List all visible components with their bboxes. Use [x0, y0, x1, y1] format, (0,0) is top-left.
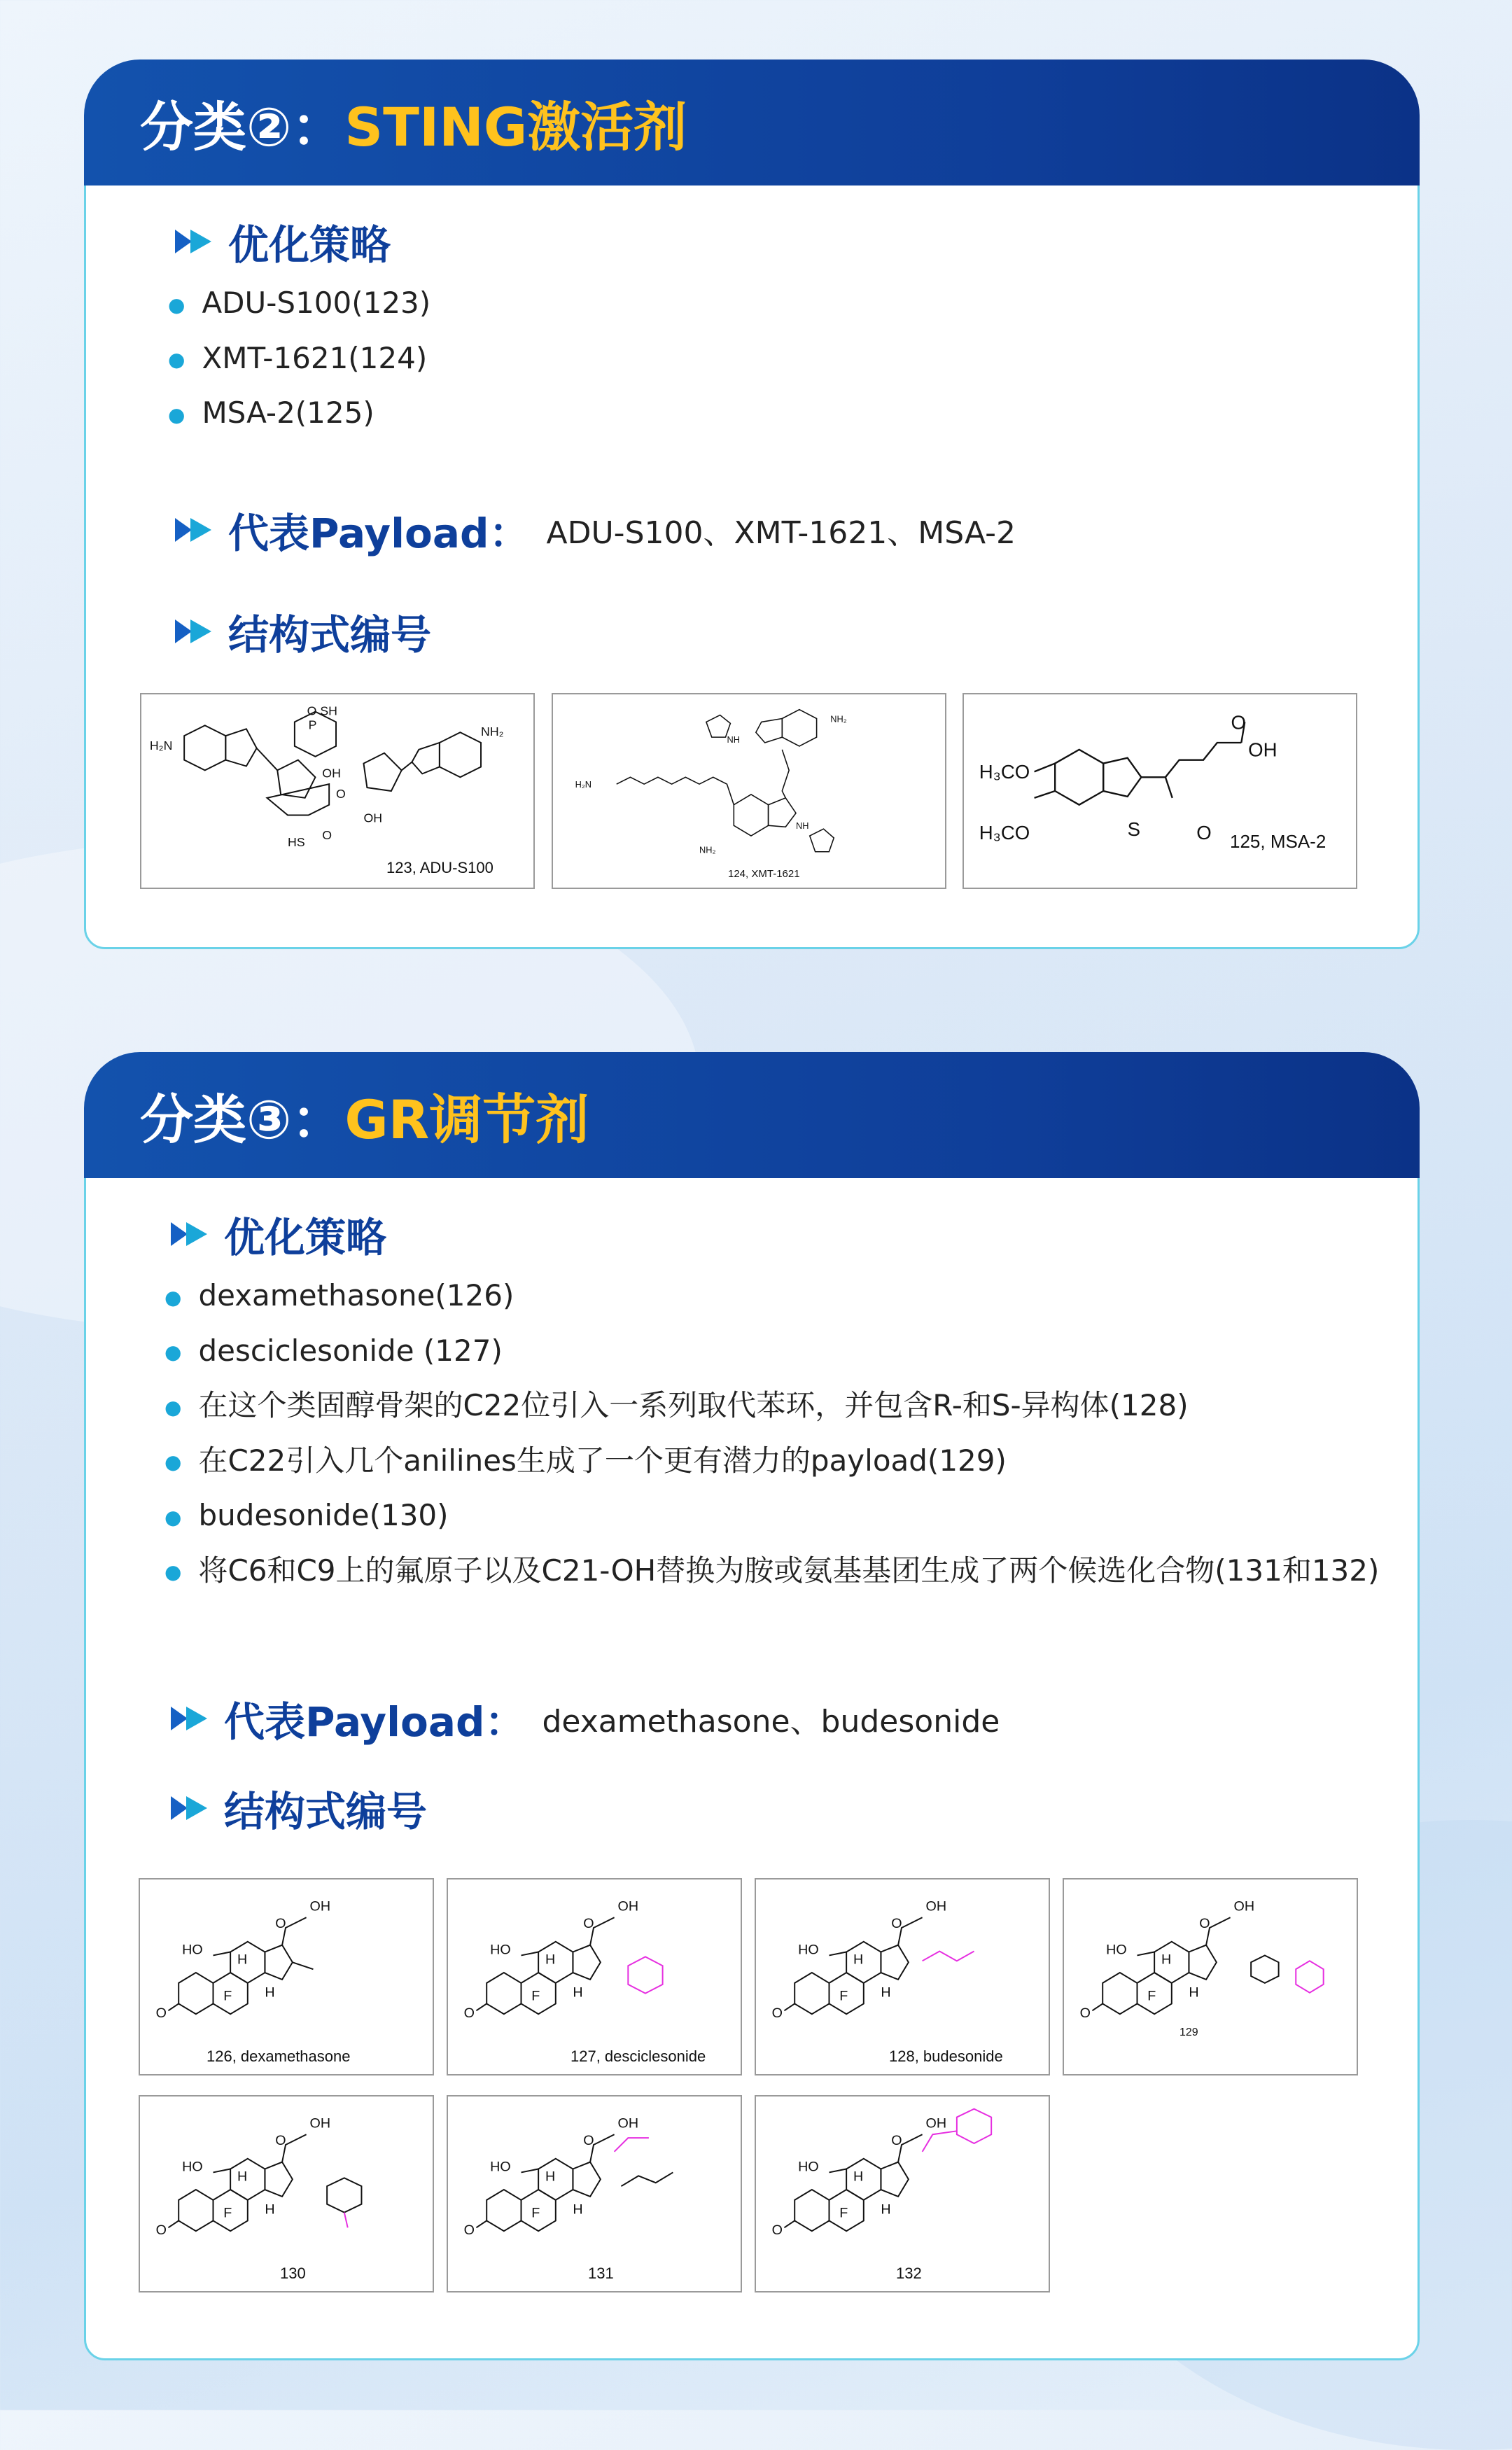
svg-text:OH: OH: [617, 2115, 639, 2132]
strategy-heading: [174, 212, 391, 271]
svg-text:OH: OH: [309, 2115, 331, 2132]
list-item: ● ADU-S100(123): [168, 286, 431, 320]
svg-text:F: F: [531, 1988, 540, 2004]
double-arrow-icon: [174, 228, 213, 255]
payload-value: ADU-S100、XMT-1621、MSA-2: [546, 515, 1016, 551]
double-arrow-icon: [169, 1795, 209, 1821]
svg-text:H: H: [1189, 1984, 1199, 2001]
svg-text:H: H: [545, 1952, 556, 1968]
svg-text:O SH: O SH: [307, 704, 337, 718]
structure-caption: 123, ADU-S100: [386, 859, 493, 876]
structure-caption: 124, XMT-1621: [728, 868, 800, 880]
section-title-prefix: 分类②：: [140, 95, 345, 158]
list-item: ● 在C22引入几个anilines生成了一个更有潜力的payload(129): [164, 1443, 1007, 1478]
svg-text:O: O: [155, 2005, 167, 2022]
structure-box-131: [447, 2095, 742, 2292]
svg-text:O: O: [336, 786, 346, 801]
svg-text:O: O: [155, 2222, 167, 2239]
svg-text:HO: HO: [798, 1942, 819, 1958]
svg-text:OH: OH: [1248, 738, 1278, 761]
svg-text:H₃CO: H₃CO: [979, 761, 1030, 783]
bullet-dot-icon: ●: [164, 1285, 182, 1309]
payload-heading-label: 代表Payload：: [228, 510, 530, 557]
payload-heading-label: 代表Payload：: [224, 1698, 526, 1746]
svg-text:F: F: [839, 2205, 848, 2221]
svg-text:NH₂: NH₂: [830, 713, 847, 724]
svg-text:O: O: [463, 2005, 475, 2022]
payload-heading: [169, 1689, 1000, 1748]
section-title-highlight: STING激活剂: [344, 95, 687, 158]
structure-box-127: [447, 1878, 742, 2076]
structure-box-125: [962, 693, 1357, 889]
structure-caption: 129: [1180, 2026, 1198, 2038]
molecule-drawing: [448, 1879, 741, 2074]
svg-text:F: F: [839, 1988, 848, 2004]
double-arrow-icon: [169, 1705, 209, 1732]
svg-text:OH: OH: [617, 1898, 639, 1914]
bullet-dot-icon: ●: [164, 1395, 182, 1419]
svg-text:O: O: [1079, 2005, 1091, 2022]
molecule-drawing: [448, 2096, 741, 2291]
svg-text:O: O: [771, 2222, 783, 2239]
svg-text:O: O: [891, 2133, 902, 2149]
svg-text:H: H: [237, 2169, 248, 2185]
svg-text:OH: OH: [363, 811, 383, 825]
svg-text:F: F: [223, 2205, 232, 2221]
structure-box-128: [755, 1878, 1050, 2076]
svg-text:H: H: [265, 1984, 275, 2001]
svg-text:O: O: [891, 1916, 902, 1932]
svg-text:OH: OH: [322, 766, 341, 780]
svg-text:O: O: [322, 828, 332, 842]
list-item: ● 在这个类固醇骨架的C22位引入一系列取代苯环，并包含R-和S-异构体(128): [164, 1388, 1189, 1422]
double-arrow-icon: [174, 517, 213, 543]
structure-box-123: [140, 693, 535, 889]
svg-text:H₂N: H₂N: [149, 738, 173, 752]
list-item: ● desciclesonide (127): [164, 1333, 503, 1368]
svg-text:S: S: [1127, 818, 1141, 841]
strategy-heading-label: 优化策略: [224, 1214, 387, 1261]
svg-text:O: O: [1199, 1916, 1210, 1932]
section-banner: [84, 59, 1420, 186]
strategy-heading: [169, 1205, 386, 1264]
svg-text:O: O: [275, 1916, 286, 1932]
svg-text:F: F: [223, 1988, 232, 2004]
bullet-dot-icon: ●: [164, 1340, 182, 1364]
svg-text:H: H: [881, 1984, 891, 2001]
svg-text:O: O: [1231, 711, 1246, 734]
svg-text:H: H: [237, 1952, 248, 1968]
svg-text:HO: HO: [182, 2159, 203, 2175]
svg-text:NH₂: NH₂: [481, 724, 504, 739]
svg-text:O: O: [275, 2133, 286, 2149]
svg-text:HO: HO: [798, 2159, 819, 2175]
structure-caption: 128, budesonide: [889, 2047, 1003, 2065]
svg-text:HS: HS: [288, 834, 305, 849]
svg-text:H: H: [265, 2202, 275, 2218]
structure-box-126: [139, 1878, 434, 2076]
svg-text:H: H: [545, 2169, 556, 2185]
structure-caption: 125, MSA-2: [1230, 831, 1326, 852]
payload-heading: [174, 500, 1016, 559]
svg-text:H: H: [881, 2202, 891, 2218]
section-banner: [84, 1052, 1420, 1178]
section-gr-modulators: [84, 1052, 1420, 2360]
svg-text:H: H: [853, 2169, 864, 2185]
svg-text:H₃CO: H₃CO: [979, 822, 1030, 844]
structure-box-129: [1063, 1878, 1358, 2076]
svg-text:H: H: [1161, 1952, 1172, 1968]
list-item: ● 将C6和C9上的氟原子以及C21-OH替换为胺或氨基基团生成了两个候选化合物(131和132): [164, 1553, 1380, 1588]
structure-box-124: [552, 693, 946, 889]
bullet-dot-icon: ●: [168, 293, 186, 316]
structure-box-132: [755, 2095, 1050, 2292]
svg-text:HO: HO: [490, 1942, 511, 1958]
svg-text:NH: NH: [796, 820, 809, 832]
section-title-highlight: GR调节剂: [344, 1088, 589, 1151]
bullet-dot-icon: ●: [164, 1560, 182, 1583]
molecule-drawing: [756, 1879, 1049, 2074]
svg-text:OH: OH: [925, 2115, 947, 2132]
strategy-list: [164, 1269, 1396, 1599]
structure-caption: 131: [588, 2264, 614, 2282]
svg-text:O: O: [583, 1916, 594, 1932]
structure-heading-label: 结构式编号: [228, 611, 432, 659]
molecule-drawing: [964, 694, 1356, 888]
list-item: ● dexamethasone(126): [164, 1278, 514, 1312]
svg-text:NH₂: NH₂: [699, 844, 716, 855]
svg-text:O: O: [1196, 822, 1212, 844]
molecule-drawing: [553, 694, 945, 888]
structure-heading: [169, 1779, 427, 1837]
bullet-dot-icon: ●: [164, 1450, 182, 1474]
bullet-dot-icon: ●: [164, 1505, 182, 1529]
svg-text:H: H: [573, 2202, 583, 2218]
svg-text:HO: HO: [490, 2159, 511, 2175]
structure-caption: 127, desciclesonide: [570, 2047, 706, 2065]
molecule-drawing: [140, 2096, 433, 2291]
svg-text:NH: NH: [727, 734, 740, 745]
structure-caption: 130: [280, 2264, 306, 2282]
structure-box-130: [139, 2095, 434, 2292]
svg-text:O: O: [463, 2222, 475, 2239]
molecule-drawing: [1064, 1879, 1357, 2074]
structure-heading-label: 结构式编号: [224, 1788, 428, 1835]
section-title-prefix: 分类③：: [140, 1088, 345, 1151]
section-sting-agonists: [84, 59, 1420, 949]
svg-text:HO: HO: [1106, 1942, 1127, 1958]
svg-text:OH: OH: [309, 1898, 331, 1914]
strategy-list: [168, 276, 430, 442]
structure-heading: [174, 602, 431, 661]
svg-text:H₂N: H₂N: [575, 779, 592, 790]
svg-text:F: F: [1147, 1988, 1156, 2004]
payload-value: dexamethasone、budesonide: [542, 1704, 1000, 1740]
double-arrow-icon: [174, 618, 213, 645]
list-item: ● MSA-2(125): [168, 396, 374, 430]
bullet-dot-icon: ●: [168, 402, 186, 426]
list-item: ● budesonide(130): [164, 1498, 449, 1532]
svg-text:O: O: [771, 2005, 783, 2022]
molecule-drawing: [140, 1879, 433, 2074]
structure-caption: 126, dexamethasone: [206, 2047, 351, 2065]
svg-text:F: F: [531, 2205, 540, 2221]
bullet-dot-icon: ●: [168, 348, 186, 371]
list-item: ● XMT-1621(124): [168, 340, 428, 375]
double-arrow-icon: [169, 1221, 209, 1247]
svg-text:H: H: [853, 1952, 864, 1968]
structure-caption: 132: [896, 2264, 922, 2282]
svg-text:O: O: [583, 2133, 594, 2149]
strategy-heading-label: 优化策略: [228, 221, 391, 269]
svg-text:HO: HO: [182, 1942, 203, 1958]
svg-text:OH: OH: [925, 1898, 947, 1914]
svg-text:H: H: [573, 1984, 583, 2001]
svg-text:OH: OH: [1233, 1898, 1255, 1914]
molecule-drawing: [756, 2096, 1049, 2291]
svg-text:P: P: [308, 718, 317, 732]
